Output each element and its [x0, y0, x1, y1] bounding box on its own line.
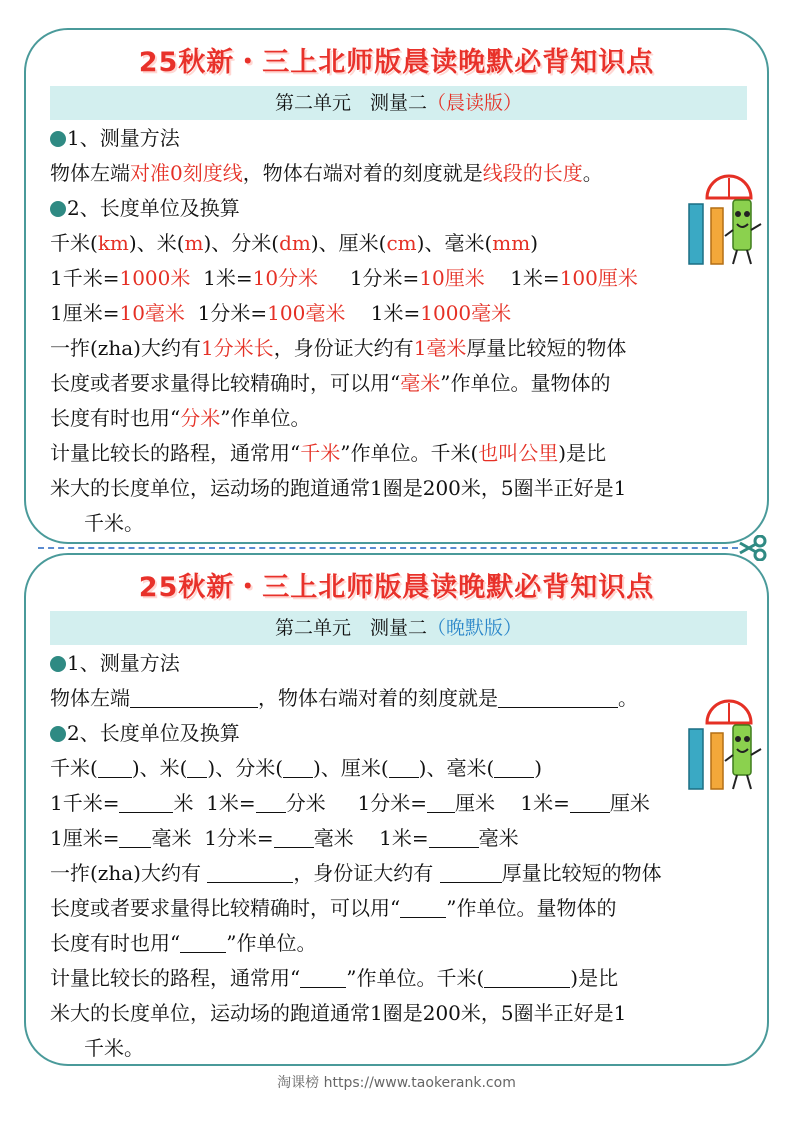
blank[interactable]: [207, 862, 293, 883]
t: )、毫米(: [418, 756, 495, 780]
text-line: [50, 369, 610, 397]
t: 1分米长: [200, 336, 274, 360]
t: 计量比较长的路程，通常用“: [50, 966, 301, 990]
text-line: [50, 964, 618, 992]
t: )、米(: [128, 231, 185, 255]
blank[interactable]: [187, 757, 207, 778]
t: 1米=: [345, 301, 421, 325]
paren-right: ）: [503, 92, 523, 114]
t: 毫米: [400, 371, 441, 395]
t: )、分米(: [203, 231, 280, 255]
t: 10分米: [252, 266, 319, 290]
blank[interactable]: [429, 827, 479, 848]
blank[interactable]: [180, 932, 226, 953]
t: 毫米: [478, 826, 519, 850]
blank[interactable]: [274, 827, 314, 848]
text-line: 千米。: [84, 511, 144, 535]
heading-text: 1、测量方法: [67, 651, 180, 675]
text-line: [50, 404, 310, 432]
blank[interactable]: [389, 757, 419, 778]
version-label: 晨读版: [446, 92, 504, 114]
text-line: [50, 824, 519, 852]
heading-text: 1、测量方法: [67, 126, 180, 150]
t: 1分米=: [318, 266, 420, 290]
text-line: [50, 299, 511, 327]
text-line: 千米。: [84, 1036, 144, 1060]
t: 也叫公里: [478, 441, 559, 465]
section-heading: [50, 719, 240, 747]
section-heading: [50, 124, 180, 152]
t: 物体左端: [50, 686, 130, 710]
unit-band: [50, 611, 747, 645]
blank[interactable]: [400, 897, 446, 918]
t: 长度有时也用“: [50, 406, 181, 430]
t: )、厘米(: [313, 756, 389, 780]
t: 千米(: [50, 231, 98, 255]
t: 长度或者要求量得比较精确时，可以用“: [50, 371, 401, 395]
text-line: [50, 859, 662, 887]
t: 1厘米=: [50, 301, 120, 325]
blank[interactable]: [494, 757, 534, 778]
paren-left: （: [426, 92, 446, 114]
text-line: [50, 684, 638, 712]
bullet-icon: [50, 726, 66, 742]
blank[interactable]: [484, 967, 570, 988]
text-line: 米大的长度单位，运动场的跑道通常1圈是200米，5圈半正好是1: [50, 1001, 627, 1025]
t: 厘米 1米=: [454, 791, 570, 815]
section-heading: [50, 649, 180, 677]
bullet-icon: [50, 131, 66, 147]
unit-label: 第二单元 测量二: [274, 92, 427, 114]
text-line: [50, 159, 603, 187]
t: 1厘米=: [50, 826, 120, 850]
t: 物体左端: [50, 161, 130, 185]
t: 1000毫米: [420, 301, 512, 325]
t: )、厘米(: [310, 231, 387, 255]
heading-text: 2、长度单位及换算: [67, 721, 240, 745]
cut-line: [38, 547, 738, 549]
t: )是比: [570, 966, 619, 990]
t: 线段的长度: [482, 161, 583, 185]
heading-text: 2、长度单位及换算: [67, 196, 240, 220]
text-line: [50, 334, 626, 362]
blank[interactable]: [300, 967, 346, 988]
text-line: [50, 264, 638, 292]
t: 计量比较长的路程，通常用“: [50, 441, 301, 465]
blank[interactable]: [570, 792, 610, 813]
t: ，身份证大约有: [293, 861, 440, 885]
t: 分米 1分米=: [285, 791, 427, 815]
t: 分米: [180, 406, 221, 430]
t: 1千米=: [50, 266, 120, 290]
blank[interactable]: [130, 687, 258, 708]
t: 毫米 1分米=: [151, 826, 274, 850]
footer-watermark: 淘课榜 https://www.taokerank.com: [277, 1075, 516, 1091]
t: ”作单位。千米(: [346, 966, 485, 990]
paren-right: ）: [503, 617, 523, 639]
t: cm: [386, 231, 417, 255]
t: 厚量比较短的物体: [501, 861, 662, 885]
blank[interactable]: [98, 757, 132, 778]
t: 米 1米=: [173, 791, 256, 815]
t: ”作单位。量物体的: [440, 371, 611, 395]
text-line: [50, 439, 606, 467]
t: 一拃(zha)大约有: [50, 861, 208, 885]
unit-band: [50, 86, 747, 120]
t: ”作单位。千米(: [340, 441, 479, 465]
t: 长度或者要求量得比较精确时，可以用“: [50, 896, 401, 920]
section-heading: [50, 194, 240, 222]
blank[interactable]: [119, 792, 173, 813]
t: )是比: [558, 441, 607, 465]
t: dm: [279, 231, 311, 255]
t: km: [97, 231, 129, 255]
t: m: [184, 231, 204, 255]
text-line: [50, 789, 650, 817]
t: ，身份证大约有: [273, 336, 414, 360]
card-title: 25秋新・三上北师版晨读晚默必背知识点: [138, 47, 655, 78]
bullet-icon: [50, 656, 66, 672]
t: 10厘米: [419, 266, 485, 290]
t: 毫米 1米=: [313, 826, 429, 850]
blank[interactable]: [119, 827, 151, 848]
morning-card: [24, 28, 769, 544]
blank[interactable]: [498, 687, 618, 708]
text-line: 米大的长度单位，运动场的跑道通常1圈是200米，5圈半正好是1: [50, 476, 627, 500]
t: 100毫米: [267, 301, 346, 325]
card-title: 25秋新・三上北师版晨读晚默必背知识点: [138, 572, 655, 603]
t: ): [534, 756, 543, 780]
t: 1千米=: [50, 791, 120, 815]
bullet-icon: [50, 201, 66, 217]
t: 10毫米: [119, 301, 185, 325]
blank[interactable]: [283, 757, 313, 778]
t: )、毫米(: [416, 231, 493, 255]
ruler-illustration-icon: [687, 695, 767, 795]
t: ，物体右端对着的刻度就是: [258, 686, 498, 710]
unit-label: 第二单元 测量二: [274, 617, 427, 639]
t: 100厘米: [559, 266, 638, 290]
blank[interactable]: [256, 792, 286, 813]
t: 一拃(zha)大约有: [50, 336, 201, 360]
paren-left: （: [426, 617, 446, 639]
t: 千米(: [50, 756, 98, 780]
t: 。: [618, 686, 638, 710]
evening-card: [24, 553, 769, 1066]
t: 。: [582, 161, 603, 185]
t: 1米=: [484, 266, 560, 290]
t: 长度有时也用“: [50, 931, 181, 955]
blank[interactable]: [427, 792, 455, 813]
t: )、米(: [131, 756, 188, 780]
version-label: 晚默版: [446, 617, 504, 639]
blank[interactable]: [440, 862, 502, 883]
t: 厘米: [609, 791, 650, 815]
t: ): [530, 231, 539, 255]
t: 1米=: [190, 266, 253, 290]
t: ”作单位。: [220, 406, 311, 430]
t: 1000米: [119, 266, 191, 290]
t: 1毫米: [413, 336, 467, 360]
t: ”作单位。量物体的: [446, 896, 617, 920]
text-line: [50, 229, 538, 257]
text-line: [50, 929, 316, 957]
t: 1分米=: [184, 301, 268, 325]
t: 千米: [300, 441, 341, 465]
text-line: [50, 754, 542, 782]
t: 厚量比较短的物体: [466, 336, 627, 360]
t: 对准0刻度线: [130, 161, 243, 185]
t: )、分米(: [207, 756, 284, 780]
ruler-illustration-icon: [687, 170, 767, 270]
t: mm: [492, 231, 531, 255]
t: ”作单位。: [226, 931, 317, 955]
t: ，物体右端对着的刻度就是: [242, 161, 483, 185]
text-line: [50, 894, 616, 922]
